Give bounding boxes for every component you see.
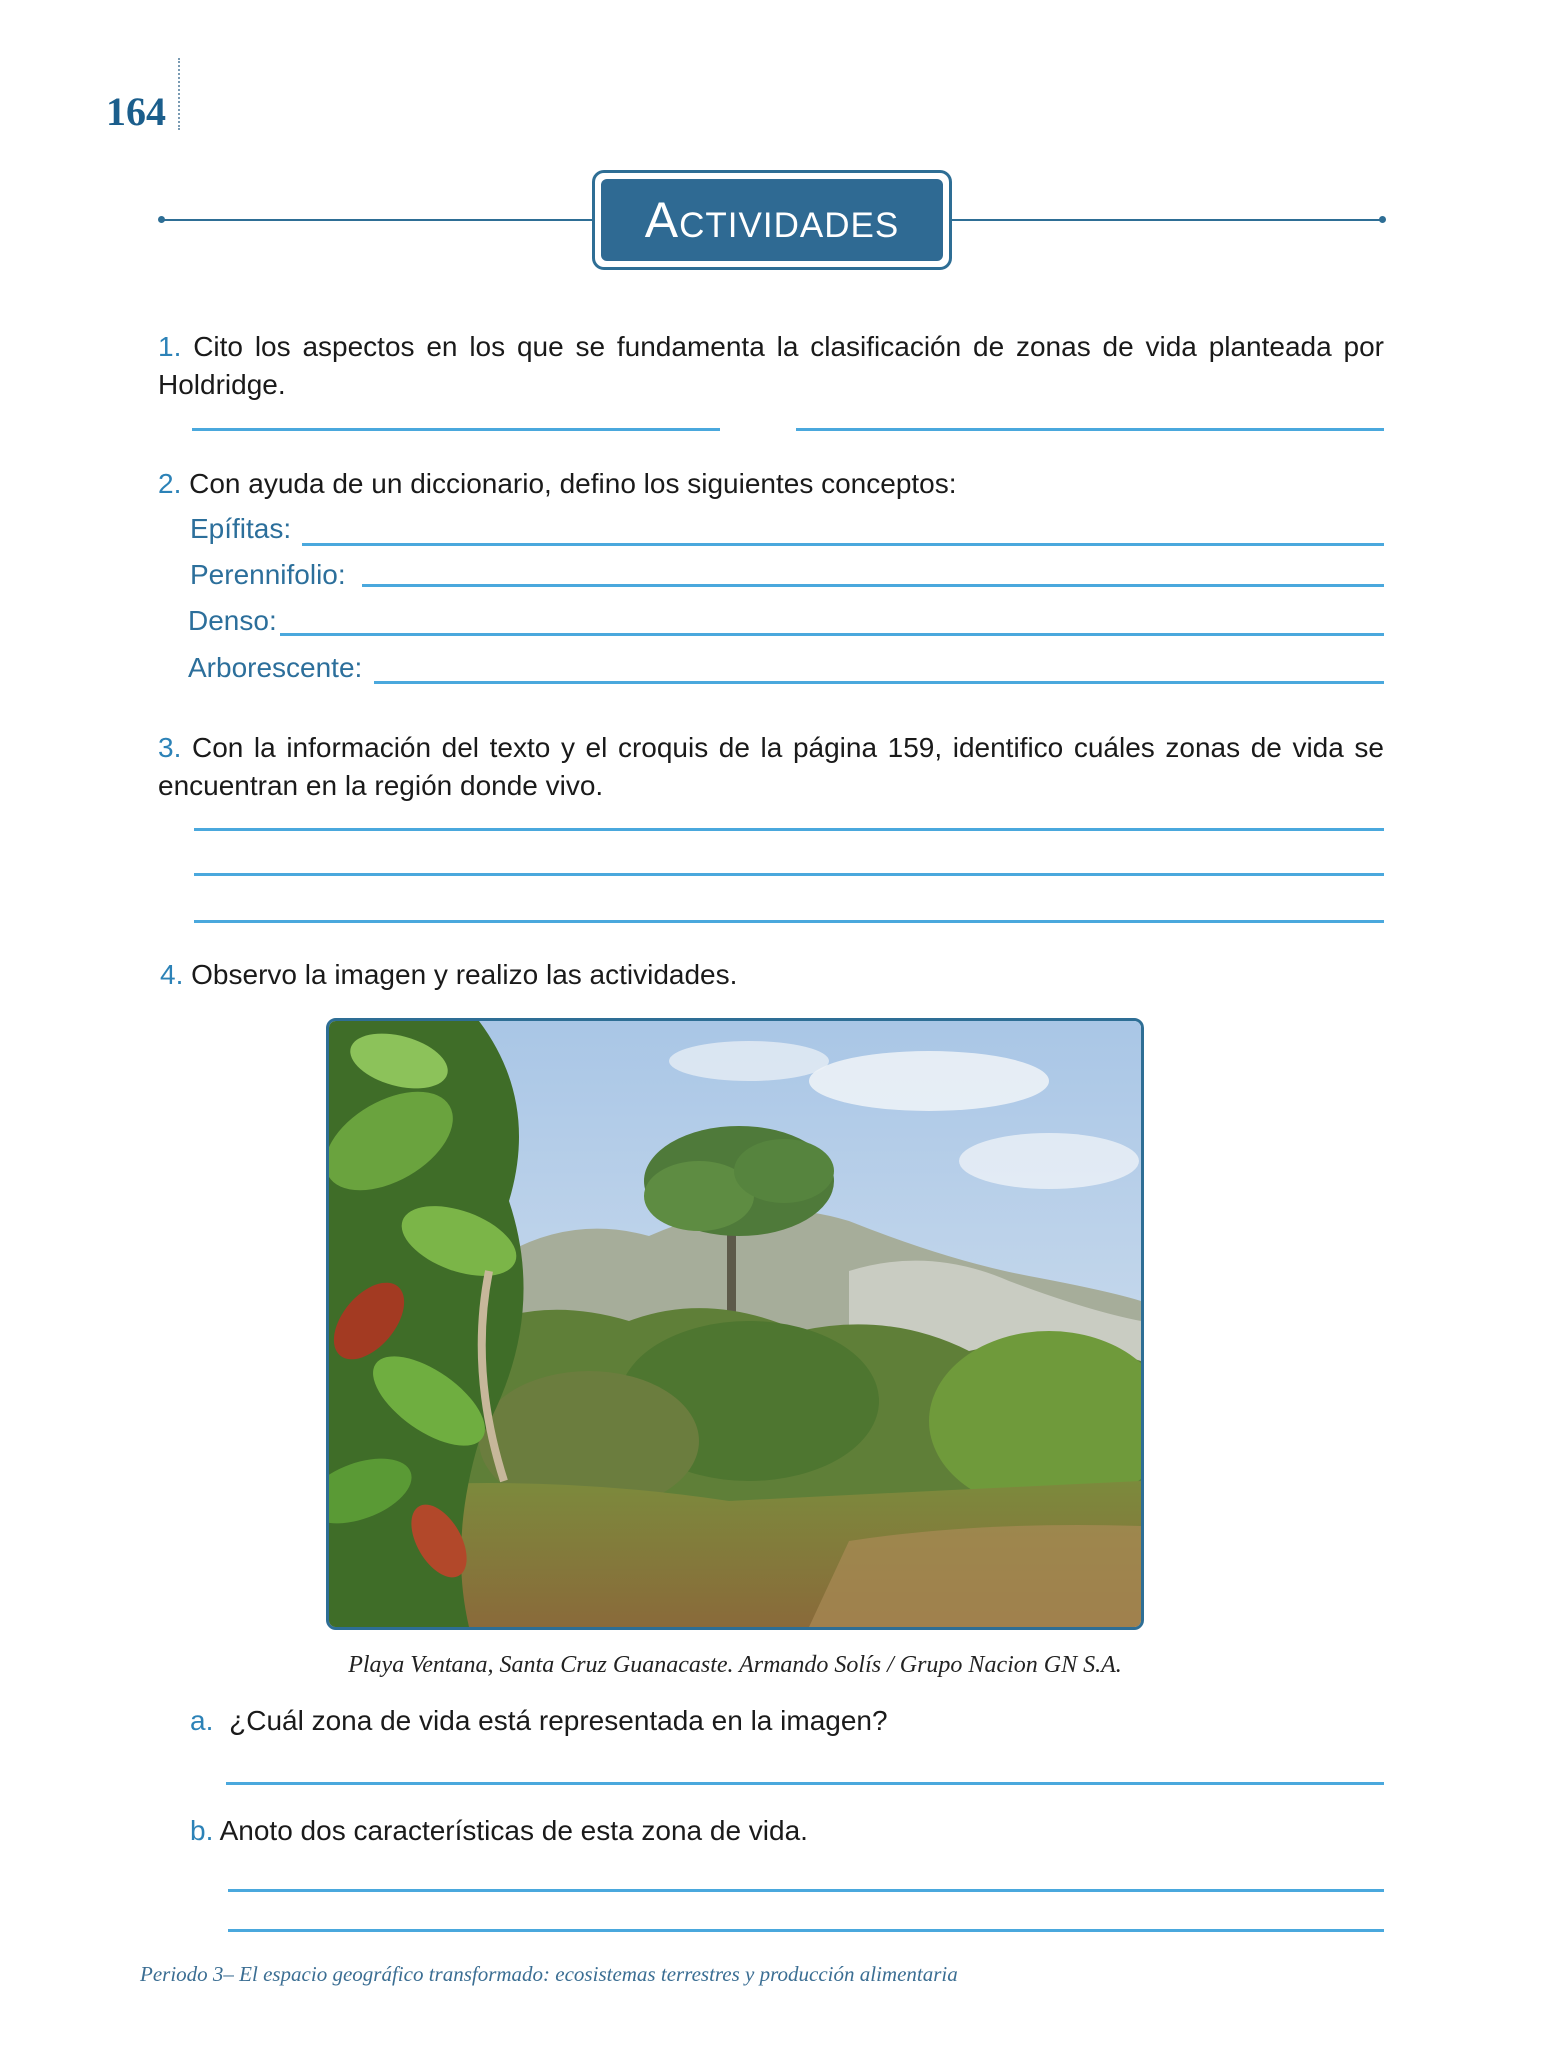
answer-line-denso[interactable] [280, 633, 1384, 636]
question-2 [158, 465, 1384, 503]
answer-line[interactable] [194, 920, 1384, 923]
title-rule-right-dot [1379, 216, 1386, 223]
sub-question-b [190, 1815, 808, 1847]
answer-line-a[interactable] [226, 1782, 1384, 1785]
page-number: 164 [106, 89, 166, 134]
question-1-text: Cito los aspectos en los que se fundamenta la clasificación de zonas de vida planteada por Holdridge. [158, 331, 1384, 400]
question-1-number: 1. [158, 331, 182, 362]
question-4-number: 4. [160, 959, 184, 990]
page-footer: Periodo 3– El espacio geográfico transformado: ecosistemas terrestres y producción alimentaria [140, 1962, 958, 1986]
sub-question-a [190, 1705, 888, 1737]
term-epifitas: Epífitas: [190, 513, 292, 544]
answer-line-epifitas[interactable] [302, 543, 1384, 546]
page-number-divider [178, 58, 180, 130]
answer-line[interactable] [194, 828, 1384, 831]
answer-line[interactable] [796, 428, 1384, 431]
question-1 [158, 328, 1384, 404]
question-3-number: 3. [158, 732, 182, 763]
sub-question-a-letter: a. [190, 1705, 214, 1736]
question-2-number: 2. [158, 468, 182, 499]
photo-caption: Playa Ventana, Santa Cruz Guanacaste. Armando Solís / Grupo Nacion GN S.A. [348, 1652, 1122, 1678]
answer-line-b[interactable] [228, 1929, 1384, 1932]
sub-question-a-text: ¿Cuál zona de vida está representada en la imagen? [229, 1705, 888, 1736]
answer-line[interactable] [192, 428, 720, 431]
question-4-text: Observo la imagen y realizo las actividades. [191, 959, 738, 990]
sub-question-b-text: Anoto dos características de esta zona de vida. [219, 1815, 808, 1846]
term-denso: Denso: [188, 605, 277, 636]
answer-line-b[interactable] [228, 1889, 1384, 1892]
landscape-photo [326, 1018, 1144, 1630]
answer-line-perennifolio[interactable] [362, 584, 1384, 587]
term-arborescente: Arborescente: [188, 652, 363, 683]
question-3-text: Con la información del texto y el croquis de la página 159, identifico cuáles zonas de vida se encuentran en la región donde vivo. [158, 732, 1384, 801]
answer-line[interactable] [194, 873, 1384, 876]
section-title: Actividades [601, 179, 943, 261]
question-3 [158, 729, 1384, 805]
answer-line-arborescente[interactable] [374, 681, 1384, 684]
question-4 [160, 956, 1386, 994]
sub-question-b-letter: b. [190, 1815, 214, 1846]
question-2-text: Con ayuda de un diccionario, defino los siguientes conceptos: [189, 468, 957, 499]
title-rule-left-dot [158, 216, 165, 223]
term-perennifolio: Perennifolio: [190, 559, 346, 590]
